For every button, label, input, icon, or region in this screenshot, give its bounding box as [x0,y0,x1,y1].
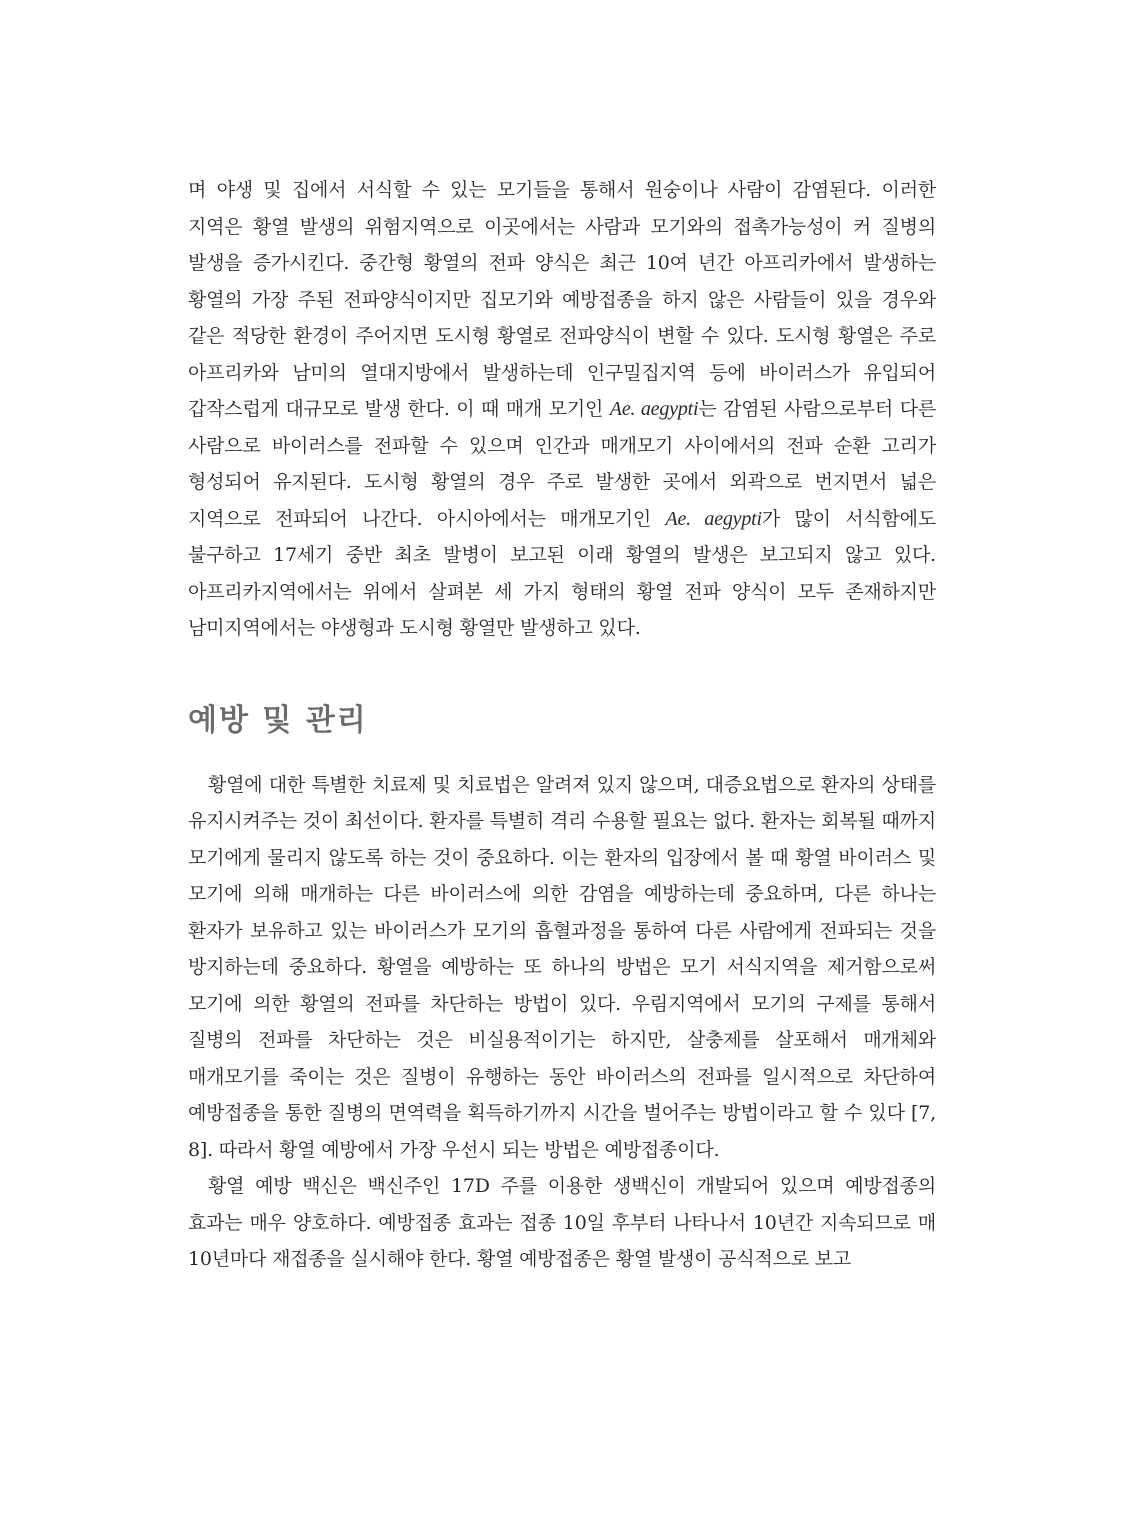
paragraph-text-segment: 가 많이 서식함에도 불구하고 17세기 중반 최초 발병이 보고된 이래 황열의 발생은 보고되지 않고 있다. 아프리카지역에서는 위에서 살펴본 세 가지 형태의 황열 전파 양식이 모두 존재하지만 남미지역에서는 야생형과 도시형 황열만 발생하고 있다. [188,507,936,639]
paragraph-text-segment: 는 감염된 사람으로부터 다른 사람으로 바이러스를 전파할 수 있으며 인간과 매개모기 사이에서의 전파 순환 고리가 형성되어 유지된다. 도시형 황열의 경우 주로 발생한 곳에서 외곽으로 번지면서 넓은 지역으로 전파되어 나간다. 아시아에서는 매개모기인 [188,398,937,530]
document-page [188,172,936,1278]
species-name: Ae. aegypti [609,398,699,420]
body-paragraph-vaccine: 황열 예방 백신은 백신주인 17D 주를 이용한 생백신이 개발되어 있으며 예방접종의 효과는 매우 양호하다. 예방접종 효과는 접종 10일 후부터 나타나서 10년간 지속되므로 매 10년마다 재접종을 실시해야 한다. 황열 예방접종은 황열 발생이 공식적으로 보고 [188,1175,936,1270]
body-paragraph-transmission [188,172,936,647]
species-name: Ae. aegypti [665,507,762,530]
body-paragraph-treatment: 황열에 대한 특별한 치료제 및 치료법은 알려져 있지 않으며, 대증요법으로 환자의 상태를 유지시켜주는 것이 최선이다. 환자를 특별히 격리 수용할 필요는 없다. 환자는 회복될 때까지 모기에게 물리지 않도록 하는 것이 중요하다. 이는 환자의 입장에서 볼 때 황열 바이러스 및 모기에 의해 매개하는 다른 바이러스에 의한 감염을 예방하는데 중요하며, 다른 하나는 환자가 보유하고 있는 바이러스가 모기의 흡혈과정을 통하여 다른 사람에게 전파되는 것을 방지하는데 중요하다. 황열을 예방하는 또 하나의 방법은 모기 서식지역을 제거함으로써 모기에 의한 황열의 전파를 차단하는 방법이 있다. 우림지역에서 모기의 구제를 통해서 질병의 전파를 차단하는 것은 비실용적이기는 하지만, 살충제를 살포해서 매개체와 매개모기를 죽이는 것은 질병이 유행하는 동안 바이러스의 전파를 일시적으로 차단하여 예방접종을 통한 질병의 면역력을 획득하기까지 시간을 벌어주는 방법이라고 할 수 있다 [7, 8]. 따라서 황열 예방에서 가장 우선시 되는 방법은 예방접종이다. [188,773,936,1161]
section-heading-prevention: 예방 및 관리 [188,702,368,738]
paragraph-text-segment: 며 야생 및 집에서 서식할 수 있는 모기들을 통해서 원숭이나 사람이 감염된다. 이러한 지역은 황열 발생의 위험지역으로 이곳에서는 사람과 모기와의 접촉가능성이 커 질병의 발생을 증가시킨다. 중간형 황열의 전파 양식은 최근 10여 년간 아프리카에서 발생하는 황열의 가장 주된 전파양식이지만 집모기와 예방접종을 하지 않은 사람들이 있을 경우와 같은 적당한 환경이 주어지면 도시형 황열로 전파양식이 변할 수 있다. 도시형 황열은 주로 아프리카와 남미의 열대지방에서 발생하는데 인구밀집지역 등에 바이러스가 유입되어 갑작스럽게 대규모로 발생 한다. 이 때 매개 모기인 [188,179,936,420]
